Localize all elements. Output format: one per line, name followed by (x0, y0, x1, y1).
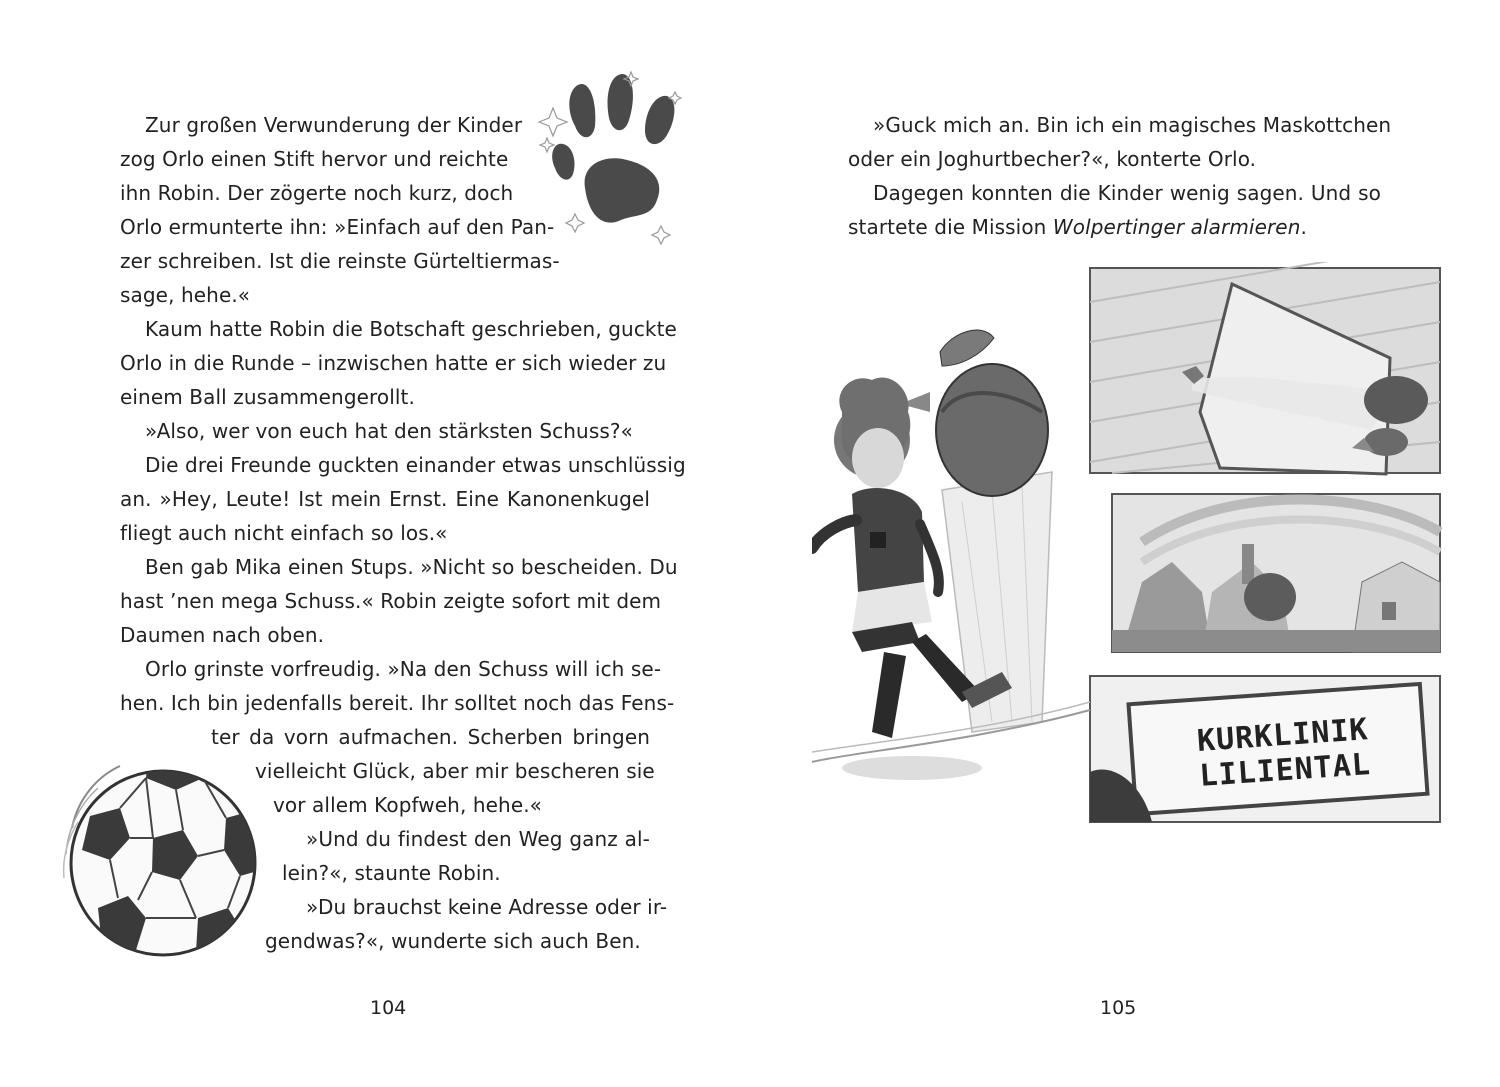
text-line: ter da vorn aufmachen. Scherben bringen (211, 725, 650, 749)
comic-panel-village (1112, 494, 1440, 652)
text-line: Orlo grinste vorfreudig. »Na den Schuss will ich se- (145, 657, 662, 681)
text-line: Ben gab Mika einen Stups. »Nicht so bescheiden. Du (145, 555, 678, 579)
text-line: lein?«, staunte Robin. (282, 861, 501, 885)
text-line: sage, hehe.« (120, 283, 251, 307)
text-line: an. »Hey, Leute! Ist mein Ernst. Eine Kanonenkugel (120, 487, 650, 511)
text-line: einem Ball zusammengerollt. (120, 385, 415, 409)
text-line (848, 210, 1307, 244)
text-line: Die drei Freunde guckten einander etwas unschlüssig (145, 453, 686, 477)
text-line: Orlo in die Runde – inzwischen hatte er sich wieder zu (120, 351, 667, 375)
right-page (750, 0, 1500, 1087)
text-line: zer schreiben. Ist die reinste Gürteltiermas- (120, 249, 560, 273)
text-span: . (1300, 215, 1307, 239)
text-line: Orlo ermunterte ihn: »Einfach auf den Pan- (120, 215, 555, 239)
text-line: Kaum hatte Robin die Botschaft geschrieben, guckte (145, 317, 677, 341)
text-line: Dagegen konnten die Kinder wenig sagen. Und so (873, 181, 1381, 205)
sign-text: KURKLINIK LILIENTAL (1195, 712, 1373, 794)
soccer-player-figure (812, 330, 1090, 780)
text-span: startete die Mission (848, 215, 1053, 239)
text-line: »Also, wer von euch hat den stärksten Schuss?« (145, 419, 633, 443)
soccer-ball-illustration (58, 758, 263, 963)
text-line: vielleicht Glück, aber mir bescheren sie (255, 759, 655, 783)
text-line: hast ’nen mega Schuss.« Robin zeigte sofort mit dem (120, 589, 662, 613)
text-line: vor allem Kopfweh, hehe.« (273, 793, 543, 817)
italic-mission-name: Wolpertinger alarmieren (1052, 215, 1301, 239)
paw-print-illustration (535, 68, 695, 248)
text-line: hen. Ich bin jedenfalls bereit. Ihr solltet noch das Fens- (120, 691, 675, 715)
text-line: gendwas?«, wunderte sich auch Ben. (265, 929, 641, 953)
page-number: 104 (370, 997, 407, 1019)
text-line: »Du brauchst keine Adresse oder ir- (306, 895, 668, 919)
text-line: »Guck mich an. Bin ich ein magisches Maskottchen (873, 113, 1392, 137)
text-line: ihn Robin. Der zögerte noch kurz, doch (120, 181, 514, 205)
text-line: oder ein Joghurtbecher?«, konterte Orlo. (848, 147, 1257, 171)
text-line: Zur großen Verwunderung der Kinder (145, 113, 523, 137)
text-line: »Und du findest den Weg ganz al- (306, 827, 650, 851)
text-line: zog Orlo einen Stift hervor und reichte (120, 147, 509, 171)
text-line: Daumen nach oben. (120, 623, 325, 647)
comic-panel-window (1090, 262, 1440, 474)
page-number: 105 (1100, 997, 1137, 1019)
text-line: fliegt auch nicht einfach so los.« (120, 521, 448, 545)
